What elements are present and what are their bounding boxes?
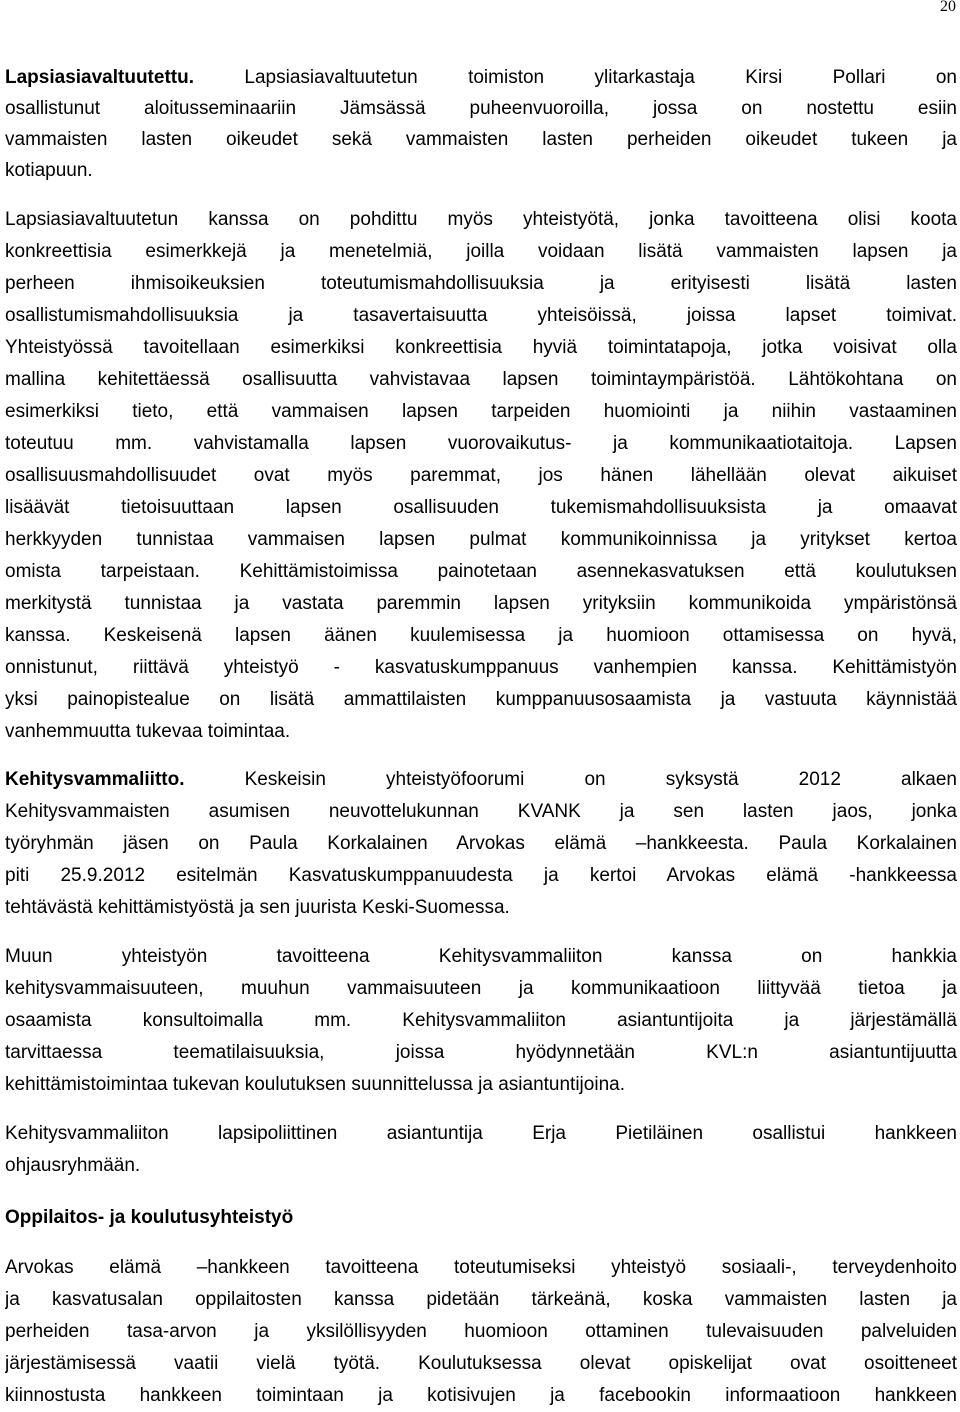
text-line [5,652,957,684]
line-text: yksi painopistealue on lisätä ammattilaisten kumppanuusosaamista ja vastuuta käynnistää [5,689,957,710]
line-text: kehitysvammaisuuteen, muuhun vammaisuuteen ja kommunikaatioon liittyvää tietoa ja [5,978,957,999]
line-text: Yhteistyössä tavoitellaan esimerkiksi konkreettisia hyviä toimintatapoja, jotka voisivat olla [5,337,957,358]
text-line [5,620,957,652]
text-line [5,1118,957,1150]
text-line [5,332,957,364]
line-text: vanhemmuutta tukevaa toimintaa. [5,721,291,742]
text-line [5,1005,957,1037]
line-text: kotiapuun. [5,160,93,181]
text-line [5,764,957,796]
line-text: tehtävästä kehittämistyöstä ja sen juurista Keski-Suomessa. [5,897,510,918]
line-text: Muun yhteistyön tavoitteena Kehitysvammaliiton kanssa on hankkia [5,946,957,967]
text-line [5,204,957,236]
text-line [5,1380,957,1412]
line-text: ohjausryhmään. [5,1155,141,1176]
text-line [5,364,957,396]
line-text: osallisuusmahdollisuudet ovat myös paremmat, jos hänen lähellään olevat aikuiset [5,465,957,486]
line-text: osallistunut aloitusseminaariin Jämsässä puheenvuoroilla, jossa on nostettu esiin [5,98,957,119]
line-text: järjestämisessä vaatii vielä työtä. Koulutuksessa olevat opiskelijat ovat osoitteneet [5,1353,957,1374]
line-text: Kehitysvammaliiton lapsipoliittinen asiantuntija Erja Pietiläinen osallistui hankkeen [5,1123,957,1144]
text-line [5,892,957,924]
line-text: onnistunut, riittävä yhteistyö - kasvatuskumppanuus vanhempien kanssa. Kehittämistyön [5,657,957,678]
line-text: Lapsiasiavaltuutetun toimiston ylitarkastaja Kirsi Pollari on [194,67,957,88]
paragraph-muun-yhteistyon [5,941,957,1101]
text-line [5,236,957,268]
bold-lead: Lapsiasiavaltuutettu. [5,67,194,88]
section-heading: Oppilaitos- ja koulutusyhteistyö [5,1207,294,1228]
line-text: kiinnostusta hankkeen toimintaan ja kotisivujen ja facebookin informaatioon hankkeen [5,1385,957,1406]
line-text: ja kasvatusalan oppilaitosten kanssa pidetään tärkeänä, koska vammaisten lasten ja [5,1289,957,1310]
paragraph-oppilaitosyhteistyo [5,1252,957,1412]
text-line [5,860,957,892]
text-line [5,396,957,428]
line-text: lisäävät tietoisuuttaan lapsen osallisuuden tukemismahdollisuuksista ja omaavat [5,497,957,518]
line-text: Keskeisin yhteistyöfoorumi on syksystä 2012 alkaen [184,769,957,790]
text-line [5,155,957,186]
line-text: omista tarpeistaan. Kehittämistoimissa painotetaan asennekasvatuksen että koulutuksen [5,561,957,582]
paragraph-lapsipoliittinen [5,1118,957,1182]
text-line [5,300,957,332]
line-text: tarvittaessa teematilaisuuksia, joissa hyödynnetään KVL:n asiantuntijuutta [5,1042,957,1063]
line-text: herkkyyden tunnistaa vammaisen lapsen pulmat kommunikoinnissa ja yritykset kertoa [5,529,957,550]
text-line [5,428,957,460]
bold-lead: Kehitysvammaliitto. [5,769,185,790]
line-text: perheen ihmisoikeuksien toteutumismahdollisuuksia ja erityisesti lisätä lasten [5,273,957,294]
text-line [5,460,957,492]
line-text: toteutuu mm. vahvistamalla lapsen vuorovaikutus- ja kommunikaatiotaitoja. Lapsen [5,433,957,454]
text-line [5,556,957,588]
paragraph-yhteistyo-lapsiasiavaltuutettu [5,204,957,748]
text-line [5,1316,957,1348]
line-text: Arvokas elämä –hankkeen tavoitteena toteutumiseksi yhteistyö sosiaali-, terveydenhoito [5,1257,957,1278]
text-line [5,268,957,300]
paragraph-lapsiasiavaltuutettu [5,62,957,186]
line-text: konkreettisia esimerkkejä ja menetelmiä, joilla voidaan lisätä vammaisten lapsen ja [5,241,957,262]
line-text: osaamista konsultoimalla mm. Kehitysvammaliiton asiantuntijoita ja järjestämällä [5,1010,957,1031]
text-line [5,1150,957,1182]
line-text: kanssa. Keskeisenä lapsen äänen kuulemisessa ja huomioon ottamisessa on hyvä, [5,625,957,646]
line-text: piti 25.9.2012 esitelmän Kasvatuskumppanuudesta ja kertoi Arvokas elämä -hankkeessa [5,865,957,886]
line-text: työryhmän jäsen on Paula Korkalainen Arvokas elämä –hankkeesta. Paula Korkalainen [5,833,957,854]
text-line [5,684,957,716]
text-line [5,796,957,828]
line-text: esimerkiksi tieto, että vammaisen lapsen tarpeiden huomiointi ja niihin vastaaminen [5,401,957,422]
line-text: merkitystä tunnistaa ja vastata paremmin lapsen yrityksiin kommunikoida ympäristönsä [5,593,957,614]
text-line [5,1037,957,1069]
text-line [5,492,957,524]
text-line [5,1069,957,1101]
text-line [5,1252,957,1284]
line-text: Kehitysvammaisten asumisen neuvottelukunnan KVANK ja sen lasten jaos, jonka [5,801,957,822]
text-line [5,941,957,973]
text-line [5,1348,957,1380]
line-text: perheiden tasa-arvon ja yksilöllisyyden huomioon ottaminen tulevaisuuden palveluiden [5,1321,957,1342]
text-line [5,828,957,860]
line-text: Lapsiasiavaltuutetun kanssa on pohdittu myös yhteistyötä, jonka tavoitteena olisi koota [5,209,957,230]
paragraph-kehitysvammaliitto [5,764,957,924]
text-line [5,1284,957,1316]
text-line [5,524,957,556]
text-line [5,124,957,155]
line-text: vammaisten lasten oikeudet sekä vammaisten lasten perheiden oikeudet tukeen ja [5,129,957,150]
line-text: kehittämistoimintaa tukevan koulutuksen suunnittelussa ja asiantuntijoina. [5,1074,625,1095]
text-line [5,62,957,93]
line-text: osallistumismahdollisuuksia ja tasavertaisuutta yhteisöissä, joissa lapset toimivat. [5,305,957,326]
line-text: mallina kehitettäessä osallisuutta vahvistavaa lapsen toimintaympäristöä. Lähtökohtana on [5,369,957,390]
page-number: 20 [940,0,956,15]
text-line [5,93,957,124]
text-line [5,588,957,620]
text-line [5,716,957,748]
text-line [5,973,957,1005]
